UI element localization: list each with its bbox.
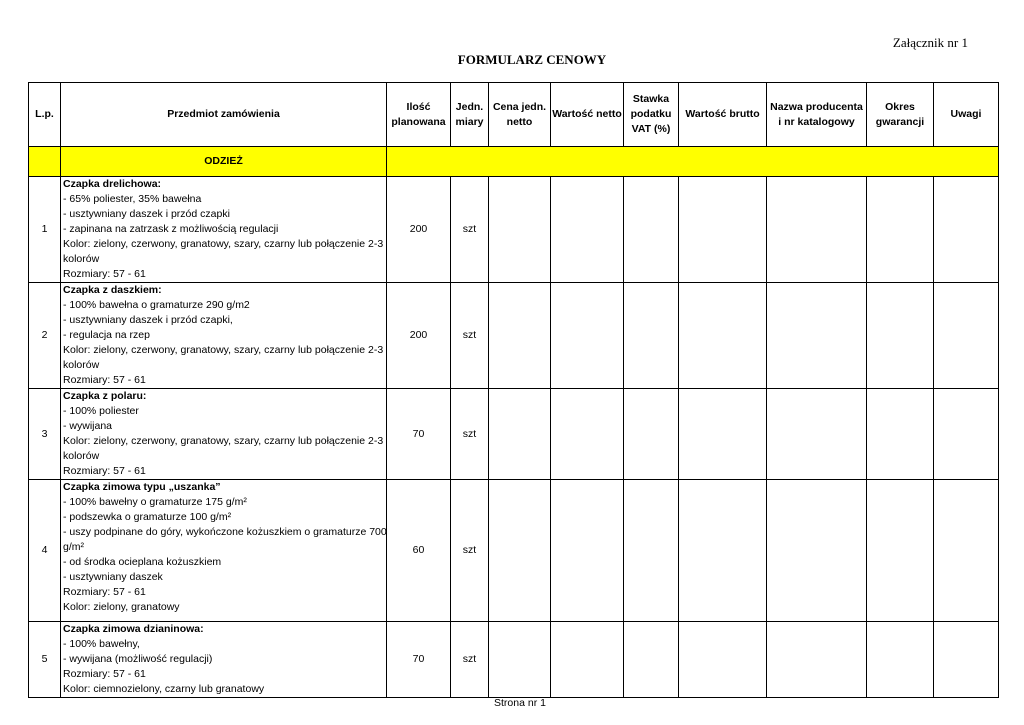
item-name: Czapka zimowa typu „uszanka”: [63, 481, 221, 493]
item-spec-line: Kolor: zielony, granatowy: [63, 601, 180, 613]
planned-quantity: 200: [387, 177, 451, 283]
warranty-cell: [867, 622, 934, 698]
section-cell-empty: [29, 147, 61, 177]
column-header: L.p.: [29, 83, 61, 147]
net-value-cell: [551, 177, 624, 283]
vat-rate-cell: [624, 622, 679, 698]
table-row: [29, 389, 999, 480]
warranty-cell: [867, 177, 934, 283]
vat-rate-cell: [624, 480, 679, 622]
gross-value-cell: [679, 622, 767, 698]
row-number: 4: [29, 480, 61, 622]
section-cell-filler: [387, 147, 999, 177]
table-row: [29, 622, 999, 698]
unit-net-price-cell: [489, 389, 551, 480]
price-form-table: [28, 82, 999, 698]
net-value-cell: [551, 389, 624, 480]
column-header: Stawka podatku VAT (%): [624, 83, 679, 147]
item-spec-line: - od środka ocieplana kożuszkiem: [63, 556, 222, 568]
item-spec-line: Rozmiary: 57 - 61: [63, 268, 146, 280]
item-description: [61, 622, 387, 698]
producer-catalog-cell: [767, 283, 867, 389]
unit-of-measure: szt: [451, 480, 489, 622]
item-spec-line: Kolor: ciemnozielony, czarny lub granatowy: [63, 683, 265, 695]
item-spec-line: - 100% bawełny o gramaturze 175 g/m²: [63, 496, 247, 508]
net-value-cell: [551, 480, 624, 622]
gross-value-cell: [679, 480, 767, 622]
table-row: [29, 283, 999, 389]
planned-quantity: 200: [387, 283, 451, 389]
column-header: Uwagi: [934, 83, 999, 147]
remarks-cell: [934, 622, 999, 698]
vat-rate-cell: [624, 283, 679, 389]
producer-catalog-cell: [767, 177, 867, 283]
warranty-cell: [867, 389, 934, 480]
item-spec-line: - podszewka o gramaturze 100 g/m²: [63, 511, 232, 523]
column-header: Cena jedn. netto: [489, 83, 551, 147]
column-header: Wartość netto: [551, 83, 624, 147]
producer-catalog-cell: [767, 622, 867, 698]
item-spec-line: kolorów: [63, 450, 100, 462]
unit-of-measure: szt: [451, 177, 489, 283]
unit-net-price-cell: [489, 177, 551, 283]
column-header: Jedn. miary: [451, 83, 489, 147]
unit-of-measure: szt: [451, 622, 489, 698]
row-number: 3: [29, 389, 61, 480]
remarks-cell: [934, 177, 999, 283]
item-spec-line: Kolor: zielony, czerwony, granatowy, szary, czarny lub połączenie 2-3: [63, 238, 384, 250]
remarks-cell: [934, 480, 999, 622]
net-value-cell: [551, 283, 624, 389]
unit-net-price-cell: [489, 480, 551, 622]
item-description: [61, 480, 387, 622]
item-spec-line: Rozmiary: 57 - 61: [63, 374, 146, 386]
column-header: Wartość brutto: [679, 83, 767, 147]
item-description: [61, 283, 387, 389]
item-spec-line: kolorów: [63, 359, 100, 371]
vat-rate-cell: [624, 177, 679, 283]
item-description: [61, 389, 387, 480]
item-name: Czapka zimowa dzianinowa:: [63, 623, 204, 635]
producer-catalog-cell: [767, 389, 867, 480]
page-number: Strona nr 1: [494, 697, 546, 709]
remarks-cell: [934, 283, 999, 389]
document-title: FORMULARZ CENOWY: [457, 52, 607, 67]
column-header: Nazwa producenta i nr katalogowy: [767, 83, 867, 147]
item-spec-line: - 100% bawełny,: [63, 638, 140, 650]
column-header: Okres gwarancji: [867, 83, 934, 147]
row-number: 2: [29, 283, 61, 389]
table-header-row: [29, 83, 999, 147]
row-number: 5: [29, 622, 61, 698]
item-name: Czapka z polaru:: [63, 390, 147, 402]
section-label: ODZIEŻ: [61, 147, 387, 177]
row-number: 1: [29, 177, 61, 283]
remarks-cell: [934, 389, 999, 480]
gross-value-cell: [679, 389, 767, 480]
warranty-cell: [867, 283, 934, 389]
item-spec-line: - zapinana na zatrzask z możliwością regulacji: [63, 223, 279, 235]
warranty-cell: [867, 480, 934, 622]
net-value-cell: [551, 622, 624, 698]
item-spec-line: g/m²: [63, 541, 84, 553]
gross-value-cell: [679, 177, 767, 283]
item-spec-line: - 65% poliester, 35% bawełna: [63, 193, 202, 205]
column-header: Ilość planowana: [387, 83, 451, 147]
item-spec-line: - usztywniany daszek i przód czapki: [63, 208, 230, 220]
item-name: Czapka z daszkiem:: [63, 284, 162, 296]
unit-net-price-cell: [489, 622, 551, 698]
item-name: Czapka drelichowa:: [63, 178, 162, 190]
item-spec-line: - usztywniany daszek: [63, 571, 163, 583]
item-spec-line: Rozmiary: 57 - 61: [63, 465, 146, 477]
unit-net-price-cell: [489, 283, 551, 389]
item-spec-line: - regulacja na rzep: [63, 329, 150, 341]
unit-of-measure: szt: [451, 389, 489, 480]
item-spec-line: - wywijana (możliwość regulacji): [63, 653, 213, 665]
section-row: [29, 147, 999, 177]
item-spec-line: - usztywniany daszek i przód czapki,: [63, 314, 233, 326]
table-row: [29, 480, 999, 622]
column-header: Przedmiot zamówienia: [61, 83, 387, 147]
attachment-label: Załącznik nr 1: [892, 35, 968, 50]
unit-of-measure: szt: [451, 283, 489, 389]
item-spec-line: - uszy podpinane do góry, wykończone kożuszkiem o gramaturze 700: [63, 526, 387, 538]
planned-quantity: 60: [387, 480, 451, 622]
item-spec-line: Rozmiary: 57 - 61: [63, 668, 146, 680]
table-row: [29, 177, 999, 283]
item-spec-line: kolorów: [63, 253, 100, 265]
item-spec-line: Kolor: zielony, czerwony, granatowy, szary, czarny lub połączenie 2-3: [63, 435, 384, 447]
planned-quantity: 70: [387, 622, 451, 698]
item-spec-line: - 100% poliester: [63, 405, 139, 417]
item-spec-line: - wywijana: [63, 420, 113, 432]
producer-catalog-cell: [767, 480, 867, 622]
item-spec-line: - 100% bawełna o gramaturze 290 g/m2: [63, 299, 250, 311]
gross-value-cell: [679, 283, 767, 389]
item-spec-line: Rozmiary: 57 - 61: [63, 586, 146, 598]
item-spec-line: Kolor: zielony, czerwony, granatowy, szary, czarny lub połączenie 2-3: [63, 344, 384, 356]
planned-quantity: 70: [387, 389, 451, 480]
item-description: [61, 177, 387, 283]
vat-rate-cell: [624, 389, 679, 480]
